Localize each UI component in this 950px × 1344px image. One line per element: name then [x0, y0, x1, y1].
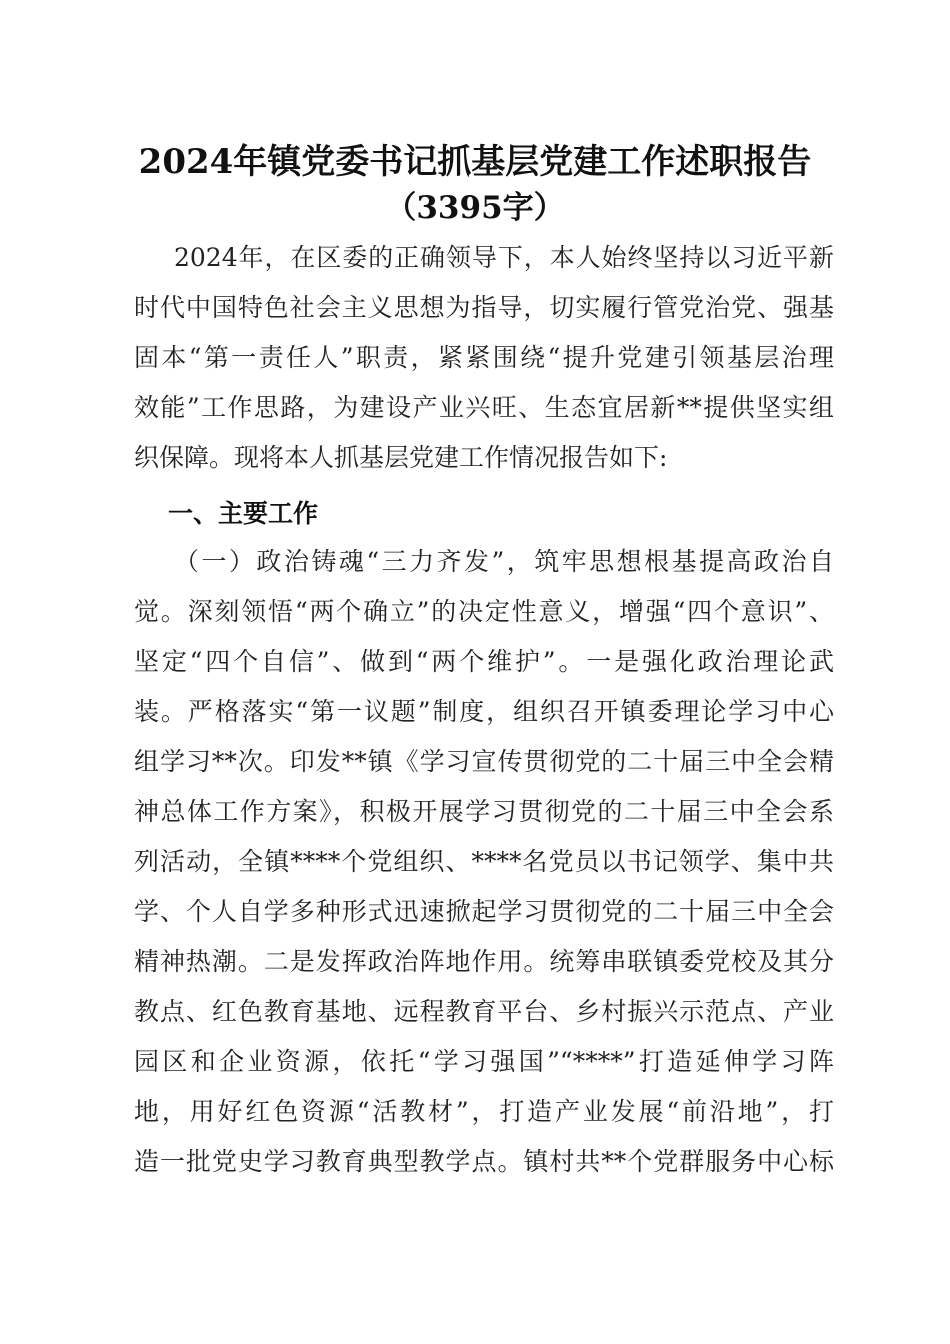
section-line: 组学习**次。印发**镇《学习宣传贯彻党的二十届三中全会精	[134, 747, 834, 776]
section-line: （一）政治铸魂“三力齐发”，筑牢思想根基提高政治自	[174, 547, 834, 576]
intro-line: 效能”工作思路，为建设产业兴旺、生态宜居新**提供坚实组	[134, 393, 834, 422]
document-subtitle: （3395字）	[385, 190, 565, 226]
section-line: 园区和企业资源，依托“学习强国”“****”打造延伸学习阵	[134, 1047, 834, 1076]
section-line: 学、个人自学多种形式迅速掀起学习贯彻党的二十届三中全会	[134, 897, 834, 926]
section-line: 装。严格落实“第一议题”制度，组织召开镇委理论学习中心	[134, 697, 834, 726]
intro-line: 织保障。现将本人抓基层党建工作情况报告如下:	[134, 443, 668, 472]
section-line: 精神热潮。二是发挥政治阵地作用。统筹串联镇委党校及其分	[134, 947, 834, 976]
intro-line: 固本“第一责任人”职责，紧紧围绕“提升党建引领基层治理	[134, 343, 834, 372]
section-line: 坚定“四个自信”、做到“两个维护”。一是强化政治理论武	[134, 647, 834, 676]
intro-line: 时代中国特色社会主义思想为指导，切实履行管党治党、强基	[134, 293, 834, 322]
section-line: 列活动，全镇****个党组织、****名党员以书记领学、集中共	[134, 847, 834, 876]
intro-line: 2024年，在区委的正确领导下，本人始终坚持以习近平新	[174, 243, 834, 272]
section-heading: 一、主要工作	[168, 499, 319, 528]
document-title: 2024年镇党委书记抓基层党建工作述职报告	[138, 142, 812, 182]
section-line: 地，用好红色资源“活教材”，打造产业发展“前沿地”，打	[134, 1097, 834, 1126]
section-line: 觉。深刻领悟“两个确立”的决定性意义，增强“四个意识”、	[134, 597, 834, 626]
section-line: 教点、红色教育基地、远程教育平台、乡村振兴示范点、产业	[134, 997, 834, 1026]
section-line: 神总体工作方案》，积极开展学习贯彻党的二十届三中全会系	[134, 797, 834, 826]
section-line: 造一批党史学习教育典型教学点。镇村共**个党群服务中心标	[134, 1147, 834, 1176]
